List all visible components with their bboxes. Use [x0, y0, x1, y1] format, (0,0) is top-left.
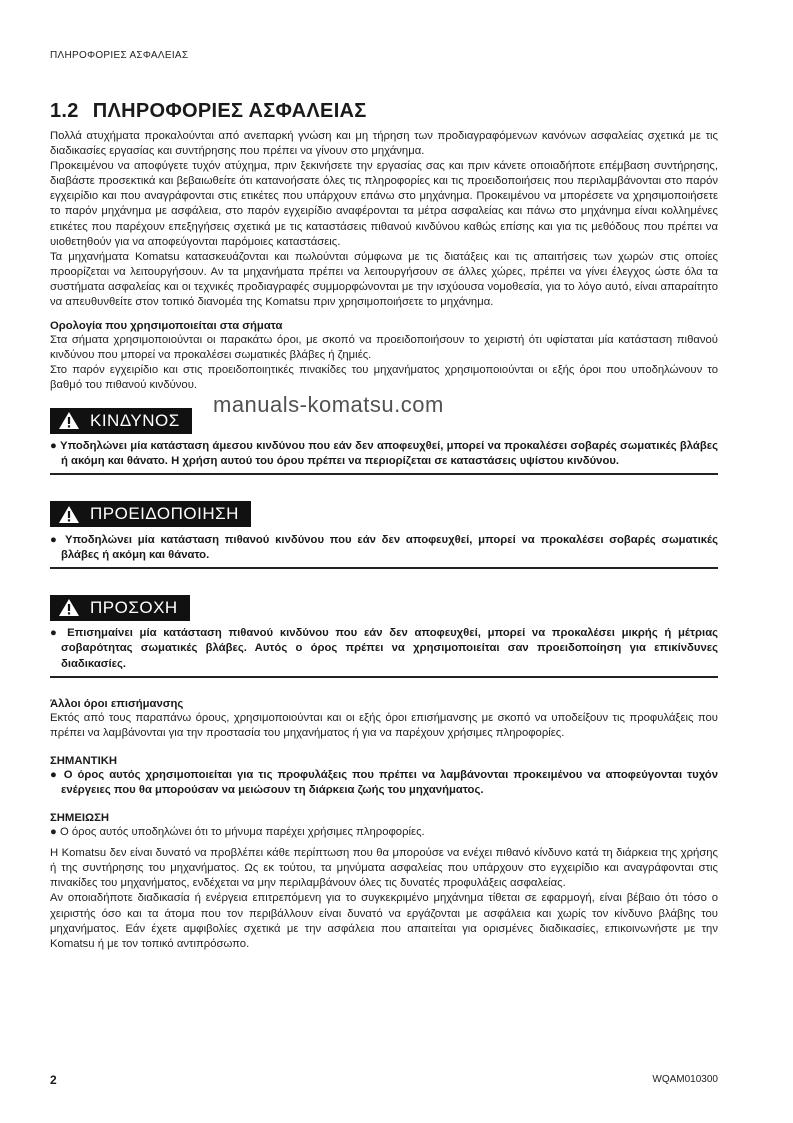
- signal-label-caution: [50, 595, 190, 621]
- warning-triangle-icon: [58, 598, 80, 617]
- section-title: [50, 100, 718, 123]
- page-number: 2: [50, 1073, 57, 1087]
- signal-description-text: Υποδηλώνει μία κατάσταση άμεσου κινδύνου που εάν δεν αποφευχθεί, μπορεί να προκαλέσει σοβαρές σωματικές βλάβες ή ακόμη και θάνατο. Η χρήση αυτού του όρου πρέπει να περιορίζεται σε καταστάσεις υψίστου κινδύνου.: [60, 440, 719, 468]
- important-heading: ΣΗΜΑΝΤΙΚΗ: [50, 754, 118, 767]
- signal-description: [50, 435, 718, 475]
- terminology-paragraph: Στο παρόν εγχειρίδιο και στις προειδοποιητικές πινακίδες του μηχανήματος χρησιμοποιούνται οι εξής όροι που υποδηλώνουν το βαθμό του πιθανού κινδύνου.: [50, 364, 718, 392]
- signal-label-danger: [50, 408, 192, 434]
- warning-triangle-icon: [58, 505, 80, 524]
- signal-label-text: ΠΡΟΣΟΧΗ: [90, 597, 178, 617]
- important-text: Ο όρος αυτός χρησιμοποιείται για τις προφυλάξεις που πρέπει να λαμβάνονται προκειμένου να αποφεύγονται τυχόν ενέργειες που θα μπορούσαν να μειώσουν τη διάρκεια ζωής του μηχανήματος.: [61, 768, 718, 796]
- content-column: [50, 100, 718, 952]
- important-item: [50, 768, 718, 798]
- bullet-icon: ●: [50, 533, 60, 546]
- other-terms-paragraph: Εκτός από τους παραπάνω όρους, χρησιμοποιούνται και οι εξής όροι επισήμανσης με σκοπό να υποδείξουν τις προφυλάξεις που πρέπει να λαμβάνονται για την προστασία του μηχανήματος ή για να παρέχουν χρήσιμες πληροφορίες.: [50, 711, 718, 739]
- bullet-icon: ●: [50, 826, 57, 839]
- closing-paragraph: Αν οποιαδήποτε διαδικασία ή ενέργεια επιτρεπόμενη για το συγκεκριμένο μηχάνημα τίθεται σε εφαρμογή, είναι βέβαιο ότι τόσο ο χειριστής όσο και τα άτομα που τον περιβάλλουν είναι δυνατό να εργάζονται με ασφάλεια και χωρίς τον κίνδυνο βλάβης του μηχανήματος. Εάν έχετε αμφιβολίες σχετικά με την ασφάλεια που απαιτείται για ορισμένες διαδικασίες, επικοινωνήστε με την Komatsu ή με τον τοπικό αντιπρόσωπο.: [50, 892, 718, 950]
- note-item: [50, 825, 718, 840]
- signal-label-text: ΠΡΟΕΙΔΟΠΟΙΗΣΗ: [90, 504, 239, 524]
- running-header: ΠΛΗΡΟΦΟΡΙΕΣ ΑΣΦΑΛΕΙΑΣ: [50, 50, 189, 61]
- document-code: WQAM010300: [652, 1074, 718, 1085]
- other-terms-heading: Άλλοι όροι επισήμανσης: [50, 697, 184, 710]
- intro-paragraph: Τα μηχανήματα Komatsu κατασκευάζονται και πωλούνται σύμφωνα με τις διατάξεις και τις απαιτήσεις των χωρών στις οποίες προορίζεται να λειτουργήσουν. Αν τα μηχανήματα πρέπει να λειτουργήσουν σε άλλες χώρες, πρέπει να γίνει έλεγχος ώστε όλα τα συστήματα ασφαλείας και οι τεχνικές προδιαγραφές συμμορφώνονται με την ισχύουσα νομοθεσία, για το λόγο αυτό, είναι απαραίτητο να απευθυνθείτε στον τοπικό διανομέα της Komatsu πριν χρησιμοποιήσετε το μηχάνημα.: [50, 250, 718, 309]
- section-heading: ΠΛΗΡΟΦΟΡΙΕΣ ΑΣΦΑΛΕΙΑΣ: [92, 100, 367, 122]
- signal-description: [50, 529, 718, 569]
- signal-caution: [50, 595, 718, 678]
- bullet-icon: ●: [50, 440, 57, 452]
- signal-description-text: Επισημαίνει μία κατάσταση πιθανού κινδύνου που εάν δεν αποφευχθεί, μπορεί να προκαλέσει μικρής ή μέτριας σοβαρότητας σωματικές βλάβες. Αυτός ο όρος πρέπει να χρησιμοποιείται σαν προειδοποίηση για επικίνδυνες διαδικασίες.: [61, 627, 719, 670]
- section-number: 1.2: [50, 100, 79, 122]
- note-text: Ο όρος αυτός υποδηλώνει ότι το μήνυμα παρέχει χρήσιμες πληροφορίες.: [59, 826, 425, 839]
- intro-paragraph: Πολλά ατυχήματα προκαλούνται από ανεπαρκή γνώση και μη τήρηση των προδιαγραφόμενων κανόνων ασφαλείας σχετικά με τις διαδικασίες εργασίας και συντήρησης που πρέπει να γίνουν στο μηχάνημα.: [50, 130, 718, 158]
- bullet-icon: ●: [50, 768, 59, 781]
- terminology-heading: Ορολογία που χρησιμοποιείται στα σήματα: [50, 320, 283, 333]
- watermark: manuals-komatsu.com: [213, 392, 444, 417]
- signal-description: [50, 622, 718, 677]
- signal-description-text: Υποδηλώνει μία κατάσταση πιθανού κινδύνου που εάν δεν αποφευχθεί, μπορεί να προκαλέσει σοβαρές σωματικές βλάβες ή ακόμη και θάνατο.: [61, 533, 718, 561]
- closing-paragraph: Η Komatsu δεν είναι δυνατό να προβλέπει κάθε περίπτωση που θα μπορούσε να ενέχει πιθανό κίνδυνο κατά τη διάρκεια της χρήσης ή της συντήρησης του μηχανήματος. Ως εκ τούτου, τα μηνύματα ασφαλείας που υπάρχουν στο εγχειρίδιο και αναγράφονται στις πινακίδες του μηχανήματος, ενδέχεται να μην περιλαμβάνουν όλες τις δυνατές προφυλάξεις ασφαλείας.: [50, 847, 718, 890]
- signal-label-warning: [50, 501, 251, 527]
- signal-warning: [50, 501, 718, 569]
- signal-label-text: ΚΙΝΔΥΝΟΣ: [90, 410, 180, 430]
- intro-paragraph: Προκειμένου να αποφύγετε τυχόν ατύχημα, πριν ξεκινήσετε την εργασίας σας και πριν κάνετε οποιαδήποτε επέμβαση συντήρησης, διαβάστε προσεκτικά και βεβαιωθείτε ότι κατανοήσατε όλες τις πληροφορίες και τις προειδοποιήσεις που περιλαμβάνονται στο παρόν εγχειρίδιο και που αναγράφονται στις ετικέτες που υπάρχουν επάνω στο μηχάνημα. Προκειμένου να μπορέσετε να χρησιμοποιήσετε το παρόν μηχάνημα με ασφάλεια, στο παρόν εγχειρίδιο αναφέρονται τα μέτρα ασφαλείας και πάνω στο μηχάνημα είναι κολλημένες ετικέτες που παρέχουν επεξηγήσεις σχετικά με τις καταστάσεις πιθανού κινδύνου καθώς επίσης και για τις μεθόδους που πρέπει να υιοθετηθούν για να αποφεύγονται παρόμοιες καταστάσεις.: [50, 160, 718, 248]
- bullet-icon: ●: [50, 627, 61, 640]
- terminology-paragraph: Στα σήματα χρησιμοποιούνται οι παρακάτω όροι, με σκοπό να προειδοποιήσουν το χειριστή ότι υφίσταται μία κατάσταση πιθανού κινδύνου που μπορεί να προκαλέσει σωματικές βλάβες ή ζημιές.: [50, 334, 718, 362]
- note-heading: ΣΗΜΕΙΩΣΗ: [50, 812, 110, 825]
- warning-triangle-icon: [58, 411, 80, 430]
